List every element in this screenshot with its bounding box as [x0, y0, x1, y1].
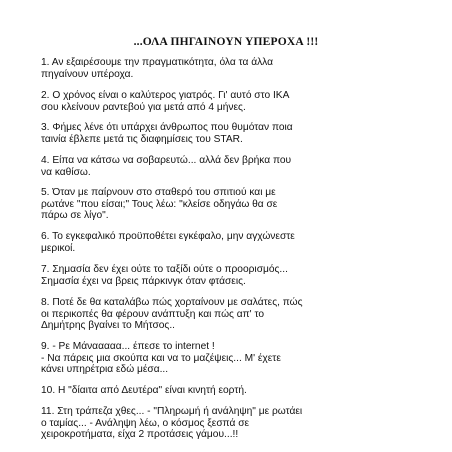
item-3-line-2: ταινία έβλεπε μετά τις διαφημίσεις του STAR.: [41, 133, 243, 145]
item-7-line-1: 7. Σημασία δεν έχει ούτε το ταξίδι ούτε ο προορισμός...: [41, 264, 288, 275]
item-6-line-2: μερικοί.: [41, 242, 76, 254]
item-7-line-2: Σημασία έχει να βρεις πάρκινγκ όταν φτάσεις.: [41, 275, 246, 287]
item-6-line-1: 6. Το εγκεφαλικό προϋποθέτει εγκέφαλο, μην αγχώνεστε: [41, 231, 295, 242]
list-item-9: [41, 341, 441, 376]
list-item-3: [41, 122, 441, 145]
item-5-line-2: ρωτάνε "που είσαι;" Τους λέω: "κλείσε οδηγάω θα σε: [41, 198, 278, 210]
list-item-4: [41, 155, 441, 178]
item-4-line-1: 4. Είπα να κάτσω να σοβαρευτώ... αλλά δεν βρήκα που: [41, 155, 292, 166]
item-8-line-3: Δημήτρης βγαίνει το Μήτσος..: [41, 320, 175, 331]
item-11-line-2: ο ταμίας... - Ανάληψη λέω, ο κόσμος ξεσπά σε: [41, 417, 250, 429]
item-10-line-1: 10. Η "δίαιτα από Δευτέρα" είναι κινητή εορτή.: [41, 385, 247, 396]
item-8-line-1: 8. Ποτέ δε θα καταλάβω πώς χορταίνουν με σαλάτες, πώς: [41, 297, 303, 308]
item-11-line-3: χειροκροτήματα, είχα 2 προτάσεις γάμου...!!: [41, 429, 239, 440]
list-item-5: [41, 187, 441, 222]
list-item-8: [41, 297, 441, 332]
item-9-line-1: 9. - Ρε Μάνααααα... έπεσε το internet !: [41, 341, 215, 352]
list-item-7: [41, 264, 441, 287]
item-3-line-1: 3. Φήμες λένε ότι υπάρχει άνθρωπος που θυμόταν ποια: [41, 122, 293, 133]
item-11-line-1: 11. Στη τράπεζα χθες... - "Πληρωμή ή ανάληψη" με ρωτάει: [41, 406, 303, 417]
item-8-line-2: οι περικοπές θα φέρουν ανάπτυξη και πώς απ' το: [41, 308, 265, 320]
list-item-11: [41, 406, 441, 441]
item-2-line-2: σου κλείνουν ραντεβού για μετά από 4 μήνες.: [41, 101, 246, 113]
list-item-6: [41, 231, 441, 254]
item-4-line-2: να καθίσω.: [41, 166, 91, 178]
item-2-line-1: 2. Ο χρόνος είναι ο καλύτερος γιατρός. Γι' αυτό στο ΙΚΑ: [41, 90, 290, 101]
list-item-1: [41, 57, 441, 80]
item-1-line-2: πηγαίνουν υπέροχα.: [41, 68, 134, 80]
item-5-line-1: 5. Όταν με παίρνουν στο σταθερό του σπιτιού και με: [41, 187, 276, 198]
document-title: ...ΟΛΑ ΠΗΓΑΙΝΟΥΝ ΥΠΕΡΟΧΑ !!!: [133, 36, 319, 48]
list-item-10: [41, 385, 441, 397]
item-9-line-2: - Να πάρεις μια σκούπα και να το μαζέψεις... Μ' έχετε: [41, 352, 281, 364]
item-5-line-3: πάρω σε λίγο".: [41, 210, 109, 221]
item-9-line-3: κάνει υπηρέτρια εδώ μέσα...: [41, 364, 169, 375]
list-item-2: [41, 90, 441, 113]
item-1-line-1: 1. Αν εξαιρέσουμε την πραγματικότητα, όλα τα άλλα: [41, 57, 274, 68]
